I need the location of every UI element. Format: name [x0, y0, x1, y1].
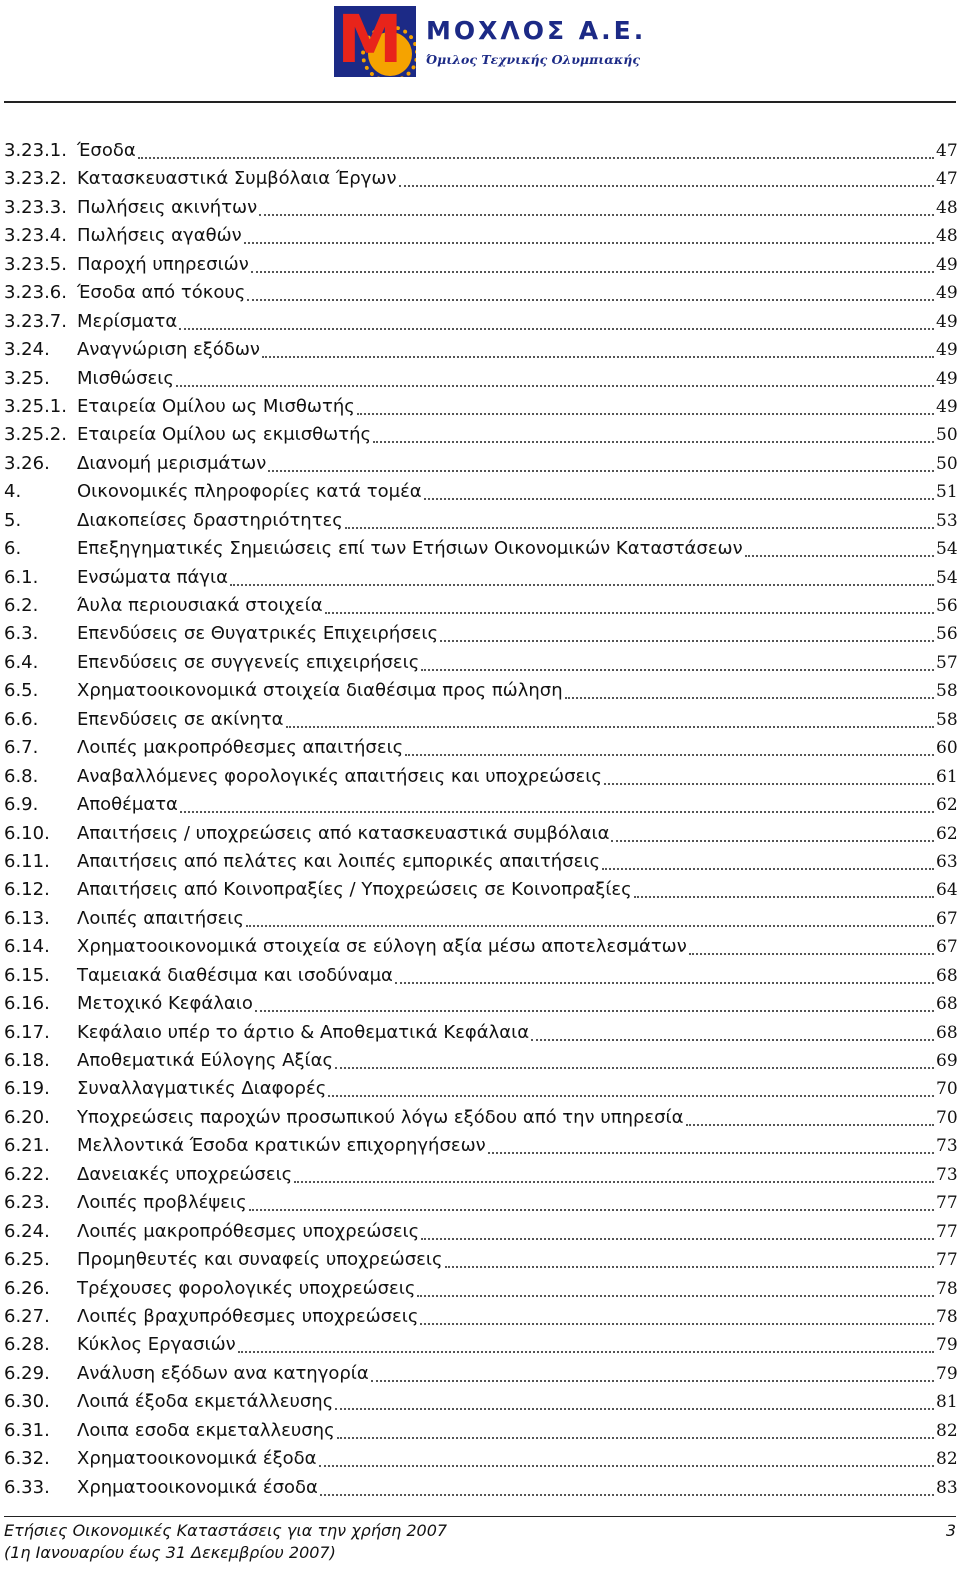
toc-entry-page: 78: [936, 1278, 958, 1299]
toc-entry-title: Κύκλος Εργασιών: [77, 1334, 236, 1356]
toc-entry-number: 6.21.: [4, 1135, 50, 1157]
toc-entry-title: Επεξηγηματικές Σημειώσεις επί των Ετήσιων Οικονομικών Καταστάσεων: [77, 538, 743, 560]
toc-entry-page: 68: [936, 965, 958, 986]
toc-dot-leader: [686, 1105, 934, 1126]
toc-entry-page: 56: [936, 596, 958, 616]
toc-entry-page: 50: [936, 453, 958, 474]
toc-entry-number: 6.7.: [4, 737, 39, 759]
toc-entry-page: 67: [936, 908, 958, 929]
toc-entry[interactable]: [4, 1276, 956, 1304]
toc-entry[interactable]: [4, 565, 956, 593]
toc-entry-number: 6.4.: [4, 651, 39, 673]
toc-entry-page: 51: [936, 482, 958, 503]
toc-entry[interactable]: [4, 280, 956, 308]
toc-entry-number: 3.23.1.: [4, 140, 67, 161]
toc-entry-number: 6.3.: [4, 623, 39, 645]
toc-entry-number: 6.23.: [4, 1192, 50, 1214]
toc-entry-page: 56: [936, 624, 958, 645]
toc-entry[interactable]: [4, 1247, 956, 1275]
toc-entry-title: Χρηματοοικονομικά στοιχεία σε εύλογη αξία μέσω αποτελεσμάτων: [77, 936, 687, 958]
toc-entry-number: 6.24.: [4, 1220, 50, 1242]
toc-entry-title: Κατασκευαστικά Συμβόλαια Έργων: [77, 168, 397, 190]
toc-entry[interactable]: [4, 621, 956, 649]
toc-entry-number: 6.13.: [4, 907, 50, 929]
toc-entry[interactable]: [4, 1219, 956, 1247]
toc-entry-page: 68: [936, 994, 958, 1015]
toc-dot-leader: [268, 451, 934, 472]
company-name: ΜΟΧΛΟΣ Α.Ε.: [426, 15, 647, 45]
toc-entry-page: 49: [936, 283, 958, 304]
toc-entry-title: Αναβαλλόμενες φορολογικές απαιτήσεις και υποχρεώσεις: [77, 765, 602, 787]
toc-entry-title: Απαιτήσεις από πελάτες και λοιπές εμπορικές απαιτήσεις: [77, 850, 601, 872]
toc-entry-page: 50: [936, 425, 958, 446]
toc-entry-title: Δανειακές υποχρεώσεις: [77, 1163, 293, 1185]
toc-entry-title: Απαιτήσεις / υποχρεώσεις από κατασκευαστικά συμβόλαια: [77, 822, 610, 844]
toc-entry-number: 3.23.6.: [4, 282, 67, 304]
toc-entry-page: 73: [936, 1164, 958, 1185]
table-of-contents: [4, 138, 956, 1503]
toc-entry-number: 3.23.4.: [4, 225, 67, 247]
toc-entry-page: 77: [936, 1221, 958, 1242]
toc-dot-leader: [424, 479, 934, 500]
toc-entry-page: 53: [936, 510, 958, 531]
toc-entry-title: Πωλήσεις ακινήτων: [77, 196, 258, 218]
toc-entry-title: Εταιρεία Ομίλου ως εκμισθωτής: [77, 424, 372, 446]
toc-entry-page: 77: [936, 1193, 958, 1214]
toc-entry[interactable]: [4, 877, 956, 905]
toc-dot-leader: [246, 906, 934, 927]
toc-dot-leader: [255, 991, 934, 1012]
toc-dot-leader: [634, 877, 934, 898]
toc-entry-number: 6.10.: [4, 822, 50, 844]
header-divider: [4, 101, 956, 103]
toc-entry-title: Αναγνώριση εξόδων: [77, 339, 260, 361]
toc-entry-page: 48: [936, 197, 958, 218]
toc-dot-leader: [238, 1332, 934, 1353]
toc-entry-page: 68: [936, 1022, 958, 1043]
logo-letter: M: [337, 6, 403, 77]
company-logo: [334, 6, 646, 77]
toc-dot-leader: [335, 1389, 934, 1410]
toc-entry-title: Λοιπές βραχυπρόθεσμες υποχρεώσεις: [77, 1305, 419, 1327]
toc-entry[interactable]: [4, 735, 956, 763]
toc-entry-page: 49: [936, 368, 958, 389]
toc-entry-title: Κεφάλαιο υπέρ το άρτιο & Αποθεματικά Κεφάλαια: [77, 1021, 530, 1043]
toc-dot-leader: [357, 394, 934, 415]
toc-entry[interactable]: [4, 764, 956, 792]
toc-dot-leader: [138, 138, 934, 159]
toc-entry[interactable]: [4, 536, 956, 564]
toc-entry[interactable]: [4, 650, 956, 678]
toc-entry-number: 5.: [4, 509, 22, 531]
toc-dot-leader: [405, 735, 934, 756]
toc-dot-leader: [488, 1133, 934, 1154]
toc-entry-title: Χρηματοοικονομικά έξοδα: [77, 1448, 317, 1470]
toc-entry[interactable]: [4, 849, 956, 877]
company-subtitle: Όμιλος Τεχνικής Ολυμπιακής: [426, 51, 640, 67]
toc-entry-title: Ενσώματα πάγια: [77, 566, 228, 588]
toc-entry-number: 4.: [4, 481, 22, 503]
toc-entry-number: 6.15.: [4, 964, 50, 986]
toc-entry-page: 47: [936, 141, 958, 161]
toc-entry-page: 79: [936, 1363, 958, 1384]
toc-dot-leader: [399, 166, 935, 187]
toc-entry-page: 79: [936, 1335, 958, 1356]
toc-entry[interactable]: [4, 707, 956, 735]
toc-entry-page: 69: [936, 1051, 958, 1071]
toc-entry-page: 54: [936, 567, 958, 588]
toc-entry-title: Λοιπα εσοδα εκμεταλλευσης: [77, 1419, 335, 1441]
toc-entry-page: 62: [936, 823, 958, 844]
toc-entry-title: Εταιρεία Ομίλου ως Μισθωτής: [77, 395, 355, 417]
toc-entry[interactable]: [4, 1475, 956, 1503]
toc-entry-page: 61: [936, 766, 958, 787]
toc-entry-title: Απαιτήσεις από Κοινοπραξίες / Υποχρεώσεις σε Κοινοπραξίες: [77, 879, 632, 901]
toc-entry-number: 3.23.7.: [4, 310, 67, 332]
toc-dot-leader: [262, 337, 934, 358]
toc-dot-leader: [179, 309, 934, 330]
toc-entry-title: Διακοπείσες δραστηριότητες: [77, 509, 343, 531]
toc-dot-leader: [320, 1475, 934, 1496]
toc-dot-leader: [319, 1446, 934, 1467]
toc-entry-number: 3.25.1.: [4, 395, 67, 417]
toc-entry-title: Τρέχουσες φορολογικές υποχρεώσεις: [77, 1277, 416, 1299]
toc-entry-page: 70: [936, 1079, 958, 1100]
toc-entry[interactable]: [4, 792, 956, 820]
toc-entry[interactable]: [4, 166, 956, 194]
toc-entry[interactable]: [4, 195, 956, 223]
toc-dot-leader: [328, 1076, 934, 1097]
toc-entry-number: 3.23.2.: [4, 168, 67, 190]
logo-mark-icon: [334, 6, 416, 77]
toc-dot-leader: [244, 223, 934, 244]
toc-dot-leader: [251, 252, 934, 273]
toc-entry-title: Χρηματοοικονομικά έσοδα: [77, 1476, 318, 1498]
toc-entry[interactable]: [4, 1332, 956, 1360]
toc-entry-title: Έσοδα από τόκους: [77, 282, 246, 304]
toc-dot-leader: [249, 1190, 934, 1211]
toc-entry-title: Λοιπές μακροπρόθεσμες απαιτήσεις: [77, 737, 404, 759]
toc-entry[interactable]: [4, 1020, 956, 1048]
toc-dot-leader: [373, 422, 934, 443]
toc-entry-title: Επενδύσεις σε συγγενείς επιχειρήσεις: [77, 651, 420, 673]
toc-dot-leader: [565, 678, 934, 699]
toc-dot-leader: [531, 1020, 934, 1041]
toc-entry-number: 6.33.: [4, 1476, 50, 1498]
toc-dot-leader: [247, 280, 934, 301]
toc-entry-number: 6.2.: [4, 595, 39, 616]
toc-entry[interactable]: [4, 1446, 956, 1474]
toc-entry[interactable]: [4, 991, 956, 1019]
toc-dot-leader: [745, 536, 934, 557]
toc-entry-page: 73: [936, 1136, 958, 1157]
toc-entry[interactable]: [4, 422, 956, 450]
page-footer: [4, 1520, 956, 1564]
toc-entry-page: 49: [936, 340, 958, 361]
toc-dot-leader: [421, 1219, 934, 1240]
toc-entry-number: 6.6.: [4, 708, 39, 730]
toc-entry-number: 3.23.5.: [4, 253, 67, 275]
toc-dot-leader: [176, 366, 934, 387]
toc-dot-leader: [420, 1304, 934, 1325]
toc-entry-title: Προμηθευτές και συναφείς υποχρεώσεις: [77, 1249, 443, 1271]
toc-dot-leader: [604, 764, 934, 785]
toc-entry[interactable]: [4, 678, 956, 706]
toc-entry-page: 49: [936, 396, 958, 417]
toc-entry-number: 6.8.: [4, 765, 39, 787]
toc-entry-page: 78: [936, 1306, 958, 1327]
page-number: 3: [945, 1521, 956, 1540]
toc-dot-leader: [445, 1247, 934, 1268]
toc-entry-page: 83: [936, 1477, 958, 1498]
toc-entry-page: 67: [936, 937, 958, 958]
toc-entry-number: 6.32.: [4, 1448, 50, 1470]
toc-entry-page: 82: [936, 1449, 958, 1470]
toc-entry-number: 6.27.: [4, 1305, 50, 1327]
toc-dot-leader: [337, 1418, 934, 1439]
toc-entry[interactable]: [4, 934, 956, 962]
toc-entry-page: 81: [936, 1392, 958, 1413]
toc-entry-title: Επενδύσεις σε ακίνητα: [77, 708, 284, 730]
toc-entry[interactable]: [4, 1190, 956, 1218]
toc-entry[interactable]: [4, 1304, 956, 1332]
toc-entry-title: Λοιπές μακροπρόθεσμες υποχρεώσεις: [77, 1220, 420, 1242]
toc-entry-page: 48: [936, 226, 958, 247]
toc-entry-number: 6.12.: [4, 879, 50, 901]
toc-entry-title: Χρηματοοικονομικά στοιχεία διαθέσιμα προς πώληση: [77, 680, 563, 702]
toc-entry[interactable]: [4, 1162, 956, 1190]
toc-entry[interactable]: [4, 963, 956, 991]
toc-entry[interactable]: [4, 1076, 956, 1104]
toc-entry-title: Μελλοντικά Έσοδα κρατικών επιχορηγήσεων: [77, 1135, 486, 1157]
toc-entry-number: 6.31.: [4, 1419, 50, 1441]
toc-entry-title: Μερίσματα: [77, 310, 178, 332]
toc-dot-leader: [345, 508, 934, 529]
toc-entry[interactable]: [4, 337, 956, 365]
toc-entry-number: 6.29.: [4, 1362, 50, 1384]
toc-entry-title: Οικονομικές πληροφορίες κατά τομέα: [77, 481, 422, 503]
toc-entry-page: 58: [936, 709, 958, 730]
toc-dot-leader: [602, 849, 934, 870]
footer-title: Ετήσιες Οικονομικές Καταστάσεις για την χρήση 2007: [4, 1521, 448, 1540]
toc-entry-number: 3.26.: [4, 452, 50, 474]
toc-dot-leader: [335, 1048, 934, 1069]
toc-entry-title: Λοιπά έξοδα εκμετάλλευσης: [77, 1391, 334, 1413]
toc-dot-leader: [371, 1361, 934, 1382]
toc-dot-leader: [417, 1276, 934, 1297]
toc-entry-number: 6.28.: [4, 1334, 50, 1356]
toc-entry-number: 6.19.: [4, 1078, 50, 1100]
toc-entry-number: 6.1.: [4, 566, 39, 588]
toc-entry-title: Αποθεματικά Εύλογης Αξίας: [77, 1050, 334, 1071]
toc-entry-title: Έσοδα: [77, 140, 136, 161]
toc-entry-page: 49: [936, 254, 958, 275]
toc-entry-number: 6.30.: [4, 1391, 50, 1413]
footer-period: (1η Ιανουαρίου έως 31 Δεκεμβρίου 2007): [4, 1543, 336, 1562]
toc-entry[interactable]: [4, 366, 956, 394]
toc-entry-page: 57: [936, 652, 958, 673]
toc-dot-leader: [611, 821, 934, 842]
toc-entry-page: 54: [936, 539, 958, 560]
toc-entry-page: 60: [936, 738, 958, 759]
toc-entry-title: Διανομή μερισμάτων: [77, 452, 267, 474]
toc-entry-title: Παροχή υπηρεσιών: [77, 253, 249, 275]
toc-entry-number: 6.20.: [4, 1106, 50, 1128]
toc-dot-leader: [421, 650, 934, 671]
toc-entry-title: Συναλλαγματικές Διαφορές: [77, 1078, 327, 1100]
toc-entry-page: 49: [936, 311, 958, 332]
toc-entry-number: 6.25.: [4, 1249, 50, 1271]
toc-entry-page: 58: [936, 681, 958, 702]
toc-entry-number: 6.17.: [4, 1021, 50, 1043]
toc-entry[interactable]: [4, 451, 956, 479]
toc-entry-page: 63: [936, 851, 958, 872]
toc-dot-leader: [325, 593, 934, 614]
toc-dot-leader: [689, 934, 934, 955]
toc-entry-number: 6.: [4, 538, 22, 560]
toc-dot-leader: [286, 707, 934, 728]
toc-entry-number: 6.14.: [4, 936, 50, 958]
toc-entry-number: 6.9.: [4, 794, 39, 816]
toc-entry[interactable]: [4, 479, 956, 507]
toc-dot-leader: [180, 792, 934, 813]
footer-divider: [4, 1516, 956, 1517]
toc-entry-number: 6.16.: [4, 993, 50, 1015]
page-header: [0, 0, 960, 104]
toc-dot-leader: [294, 1162, 934, 1183]
toc-entry-title: Μισθώσεις: [77, 367, 174, 389]
toc-entry-title: Λοιπές απαιτήσεις: [77, 907, 244, 929]
toc-entry-number: 3.25.: [4, 367, 50, 389]
toc-entry-title: Άυλα περιουσιακά στοιχεία: [77, 595, 323, 616]
toc-entry[interactable]: [4, 252, 956, 280]
toc-entry[interactable]: [4, 309, 956, 337]
toc-entry-number: 6.5.: [4, 680, 39, 702]
toc-entry[interactable]: [4, 138, 956, 166]
toc-entry-title: Αποθέματα: [77, 794, 178, 816]
toc-entry-title: Μετοχικό Κεφάλαιο: [77, 993, 253, 1015]
toc-entry[interactable]: [4, 1361, 956, 1389]
toc-dot-leader: [230, 565, 934, 586]
toc-entry[interactable]: [4, 906, 956, 934]
toc-entry[interactable]: [4, 821, 956, 849]
toc-entry-page: 70: [936, 1107, 958, 1128]
toc-entry-title: Υποχρεώσεις παροχών προσωπικού λόγω εξόδου από την υπηρεσία: [77, 1106, 684, 1128]
toc-entry-number: 3.23.3.: [4, 196, 67, 218]
logo-text: [426, 15, 646, 69]
toc-dot-leader: [395, 963, 934, 984]
toc-entry[interactable]: [4, 508, 956, 536]
toc-entry-page: 82: [936, 1420, 958, 1441]
toc-entry-number: 6.26.: [4, 1277, 50, 1299]
toc-dot-leader: [259, 195, 934, 216]
toc-entry[interactable]: [4, 1418, 956, 1446]
toc-entry[interactable]: [4, 1133, 956, 1161]
toc-entry[interactable]: [4, 593, 956, 621]
toc-entry[interactable]: [4, 1389, 956, 1417]
toc-entry-number: 6.22.: [4, 1163, 50, 1185]
toc-entry[interactable]: [4, 223, 956, 251]
toc-entry-title: Λοιπές προβλέψεις: [77, 1192, 247, 1214]
toc-entry[interactable]: [4, 1048, 956, 1076]
toc-entry-title: Πωλήσεις αγαθών: [77, 225, 242, 247]
toc-entry-number: 3.25.2.: [4, 424, 67, 446]
toc-entry-number: 6.18.: [4, 1050, 50, 1071]
toc-dot-leader: [440, 621, 934, 642]
toc-entry-page: 77: [936, 1250, 958, 1271]
toc-entry-page: 64: [936, 880, 958, 901]
toc-entry[interactable]: [4, 394, 956, 422]
toc-entry-number: 3.24.: [4, 339, 50, 361]
toc-entry-title: Ανάλυση εξόδων ανα κατηγορία: [77, 1362, 369, 1384]
toc-entry-title: Επενδύσεις σε Θυγατρικές Επιχειρήσεις: [77, 623, 439, 645]
toc-entry-number: 6.11.: [4, 850, 50, 872]
toc-entry-title: Ταμειακά διαθέσιμα και ισοδύναμα: [77, 964, 393, 986]
toc-entry-page: 47: [936, 169, 958, 190]
toc-entry[interactable]: [4, 1105, 956, 1133]
toc-entry-page: 62: [936, 795, 958, 816]
